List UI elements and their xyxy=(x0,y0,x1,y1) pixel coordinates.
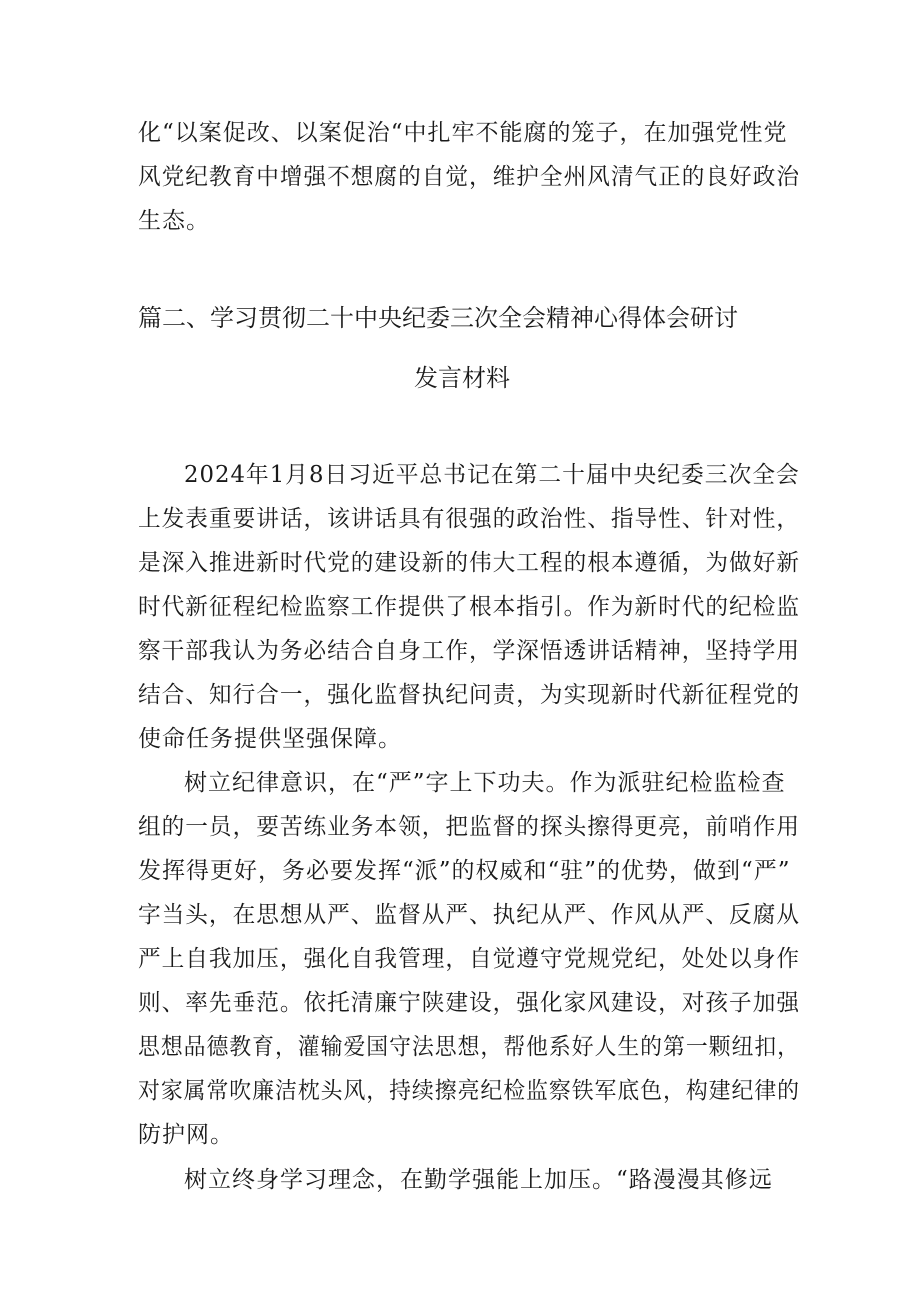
paragraph-1-line: 上发表重要讲话，该讲话具有很强的政治性、指导性、针对性， xyxy=(138,506,800,532)
paragraph-2-line: 组的一员，要苦练业务本领，把监督的探头擦得更亮，前哨作用 xyxy=(138,814,800,840)
paragraph-2-line: 对家属常吹廉洁枕头风，持续擦亮纪检监察铁军底色，构建纪律的 xyxy=(138,1078,800,1104)
intro-line: 风党纪教育中增强不想腐的自觉，维护全州风清气正的良好政治 xyxy=(138,164,800,190)
paragraph-1-line: 2024年1月8日习近平总书记在第二十届中央纪委三次全会 xyxy=(184,462,800,488)
paragraph-2-line: 字当头，在思想从严、监督从严、执纪从严、作风从严、反腐从 xyxy=(138,902,800,928)
paragraph-2-line: 发挥得更好，务必要发挥“派”的权威和“驻”的优势，做到“严” xyxy=(138,858,791,884)
paragraph-2-line: 防护网。 xyxy=(138,1122,234,1148)
section-title-line1: 篇二、学习贯彻二十中央纪委三次全会精神心得体会研讨 xyxy=(138,304,738,332)
paragraph-3-line: 树立终身学习理念，在勤学强能上加压。“路漫漫其修远 xyxy=(184,1167,773,1193)
paragraph-1-line: 时代新征程纪检监察工作提供了根本指引。作为新时代的纪检监 xyxy=(138,594,800,620)
intro-line: 化“以案促改、以案促治“中扎牢不能腐的笼子，在加强党性党 xyxy=(138,120,788,146)
paragraph-2-line: 思想品德教育，灌输爱国守法思想，帮他系好人生的第一颗纽扣， xyxy=(138,1034,800,1060)
paragraph-1-line: 结合、知行合一，强化监督执纪问责，为实现新时代新征程党的 xyxy=(138,682,800,708)
paragraph-1-line: 察干部我认为务必结合自身工作，学深悟透讲话精神，坚持学用 xyxy=(138,638,800,664)
section-title-line2: 发言材料 xyxy=(414,364,510,392)
paragraph-2-line: 树立纪律意识，在“严”字上下功夫。作为派驻纪检监检查 xyxy=(184,770,786,796)
paragraph-1-line: 是深入推进新时代党的建设新的伟大工程的根本遵循，为做好新 xyxy=(138,550,800,576)
paragraph-2-line: 严上自我加压，强化自我管理，自觉遵守党规党纪，处处以身作 xyxy=(138,946,800,972)
paragraph-1-line: 使命任务提供坚强保障。 xyxy=(138,726,402,752)
intro-line: 生态。 xyxy=(138,208,210,234)
paragraph-2-line: 则、率先垂范。依托清廉宁陕建设，强化家风建设，对孩子加强 xyxy=(138,990,800,1016)
